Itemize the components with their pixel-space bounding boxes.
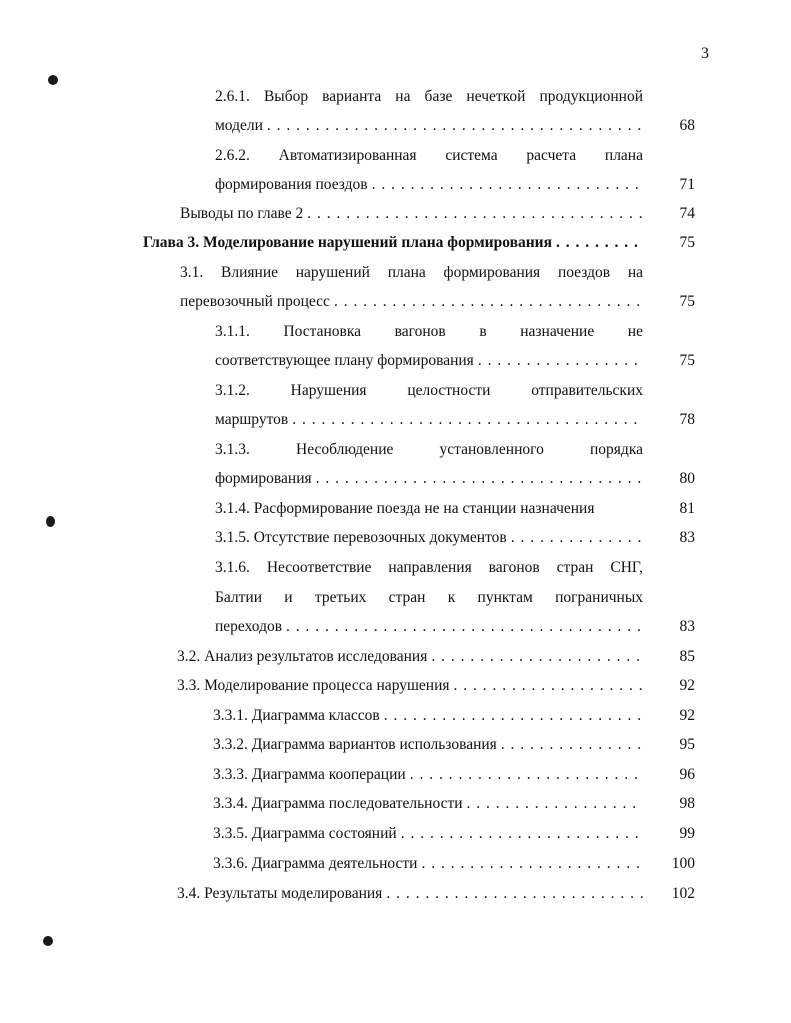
leader-dots: [478, 349, 643, 373]
punch-hole-mark: [46, 516, 55, 527]
leader-dots: [372, 173, 643, 197]
leader-dots: [292, 408, 643, 432]
toc-page-number: 96: [679, 766, 695, 783]
toc-page-number: 75: [679, 352, 695, 369]
toc-entry-text: 3.1.5. Отсутствие перевозочных документов: [215, 529, 507, 546]
toc-entry: [177, 645, 643, 669]
toc-page-number: 78: [679, 411, 695, 428]
leader-dots: [401, 822, 643, 846]
toc-entry: [215, 349, 643, 373]
toc-page-number: 68: [679, 117, 695, 134]
toc-entry: [215, 467, 643, 491]
toc-page-number: 98: [679, 795, 695, 812]
toc-entry-text: 3.4. Результаты моделирования: [177, 885, 383, 902]
toc-entry-text: формирования поездов: [215, 176, 368, 193]
leader-dots: [410, 763, 643, 787]
toc-entry: [215, 526, 643, 550]
toc-entry: [180, 290, 643, 314]
leader-dots: [307, 202, 643, 226]
toc-entry: [213, 704, 643, 728]
toc-entry-text: 3.3.1. Диаграмма классов: [213, 707, 380, 724]
toc-entry-text: модели: [215, 117, 263, 134]
punch-hole-mark: [48, 75, 58, 85]
toc-entry-text: 3.3.6. Диаграмма деятельности: [213, 855, 418, 872]
toc-entry: [213, 822, 643, 846]
toc-page-number: 92: [679, 677, 695, 694]
toc-entry-text: 3.1.6. Несоответствие направления вагонов стран СНГ,: [215, 559, 643, 576]
leader-dots: [421, 852, 643, 876]
toc-chapter-entry: [143, 231, 643, 255]
toc-entry-text: маршрутов: [215, 411, 289, 428]
toc-entry: [213, 792, 643, 816]
leader-dots: [316, 467, 643, 491]
toc-page-number: 71: [679, 176, 695, 193]
toc-entry-text: 2.6.1. Выбор варианта на базе нечеткой продукционной: [215, 88, 643, 105]
toc-page-number: 75: [679, 293, 695, 310]
toc-entry: [213, 733, 643, 757]
toc-page-number: 100: [671, 855, 695, 872]
toc-entry-text: 3.1. Влияние нарушений плана формирования поездов на: [180, 264, 643, 281]
toc-entry: [215, 497, 643, 521]
toc-entry-text: 3.1.2. Нарушения целостности отправительских: [215, 382, 643, 399]
leader-dots: [384, 704, 643, 728]
leader-dots: [467, 792, 643, 816]
toc-page-number: 80: [679, 470, 695, 487]
toc-entry: [213, 852, 643, 876]
toc-entry-text: соответствующее плану формирования: [215, 352, 474, 369]
toc-page-number: 102: [671, 885, 695, 902]
toc-entry-text: 3.2. Анализ результатов исследования: [177, 648, 428, 665]
toc-entry-text: 3.3.5. Диаграмма состояний: [213, 825, 397, 842]
punch-hole-mark: [43, 936, 53, 946]
toc-entry-text: 3.3.3. Диаграмма кооперации: [213, 766, 406, 783]
leader-dots: [386, 882, 643, 906]
toc-page-number: 75: [679, 234, 695, 251]
toc-page-number: 99: [679, 825, 695, 842]
toc-page-number: 92: [679, 707, 695, 724]
toc-entry-text: 3.1.4. Расформирование поезда не на станции назначения: [215, 500, 595, 517]
toc-entry-text: 2.6.2. Автоматизированная система расчета плана: [215, 147, 643, 164]
toc-page-number: 83: [679, 618, 695, 635]
toc-entry-text: 3.3.2. Диаграмма вариантов использования: [213, 736, 497, 753]
toc-page-number: 74: [679, 205, 695, 222]
toc-entry-text: Балтии и третьих стран к пунктам пограничных: [215, 589, 643, 606]
leader-dots: [556, 231, 643, 255]
leader-dots: [454, 674, 643, 698]
toc-entry-text: формирования: [215, 470, 312, 487]
toc-entry-text: Выводы по главе 2: [180, 205, 304, 222]
toc-entry: [215, 615, 643, 639]
toc-entry: [180, 202, 643, 226]
toc-entry-text: 3.3.4. Диаграмма последовательности: [213, 795, 463, 812]
leader-dots: [267, 114, 643, 138]
toc-entry-text: перевозочный процесс: [180, 293, 330, 310]
toc-entry: [177, 674, 643, 698]
toc-entry-text: 3.3. Моделирование процесса нарушения: [177, 677, 450, 694]
leader-dots: [334, 290, 643, 314]
toc-page-number: 95: [679, 736, 695, 753]
toc-entry-text: 3.1.3. Несоблюдение установленного порядка: [215, 441, 643, 458]
page-number: 3: [701, 45, 709, 62]
leader-dots: [431, 645, 643, 669]
toc-entry-text: 3.1.1. Постановка вагонов в назначение не: [215, 323, 643, 340]
toc-entry: [215, 408, 643, 432]
toc-entry: [213, 763, 643, 787]
leader-dots: [286, 615, 643, 639]
leader-dots: [501, 733, 643, 757]
leader-dots: [511, 526, 643, 550]
toc-page-number: 85: [679, 648, 695, 665]
toc-entry: [177, 882, 643, 906]
toc-entry-text: переходов: [215, 618, 283, 635]
toc-page-number: 83: [679, 529, 695, 546]
toc-entry-text: Глава 3. Моделирование нарушений плана формирования: [143, 234, 552, 251]
toc-entry: [215, 173, 643, 197]
toc-entry: [215, 114, 643, 138]
toc-page-number: 81: [679, 500, 695, 517]
